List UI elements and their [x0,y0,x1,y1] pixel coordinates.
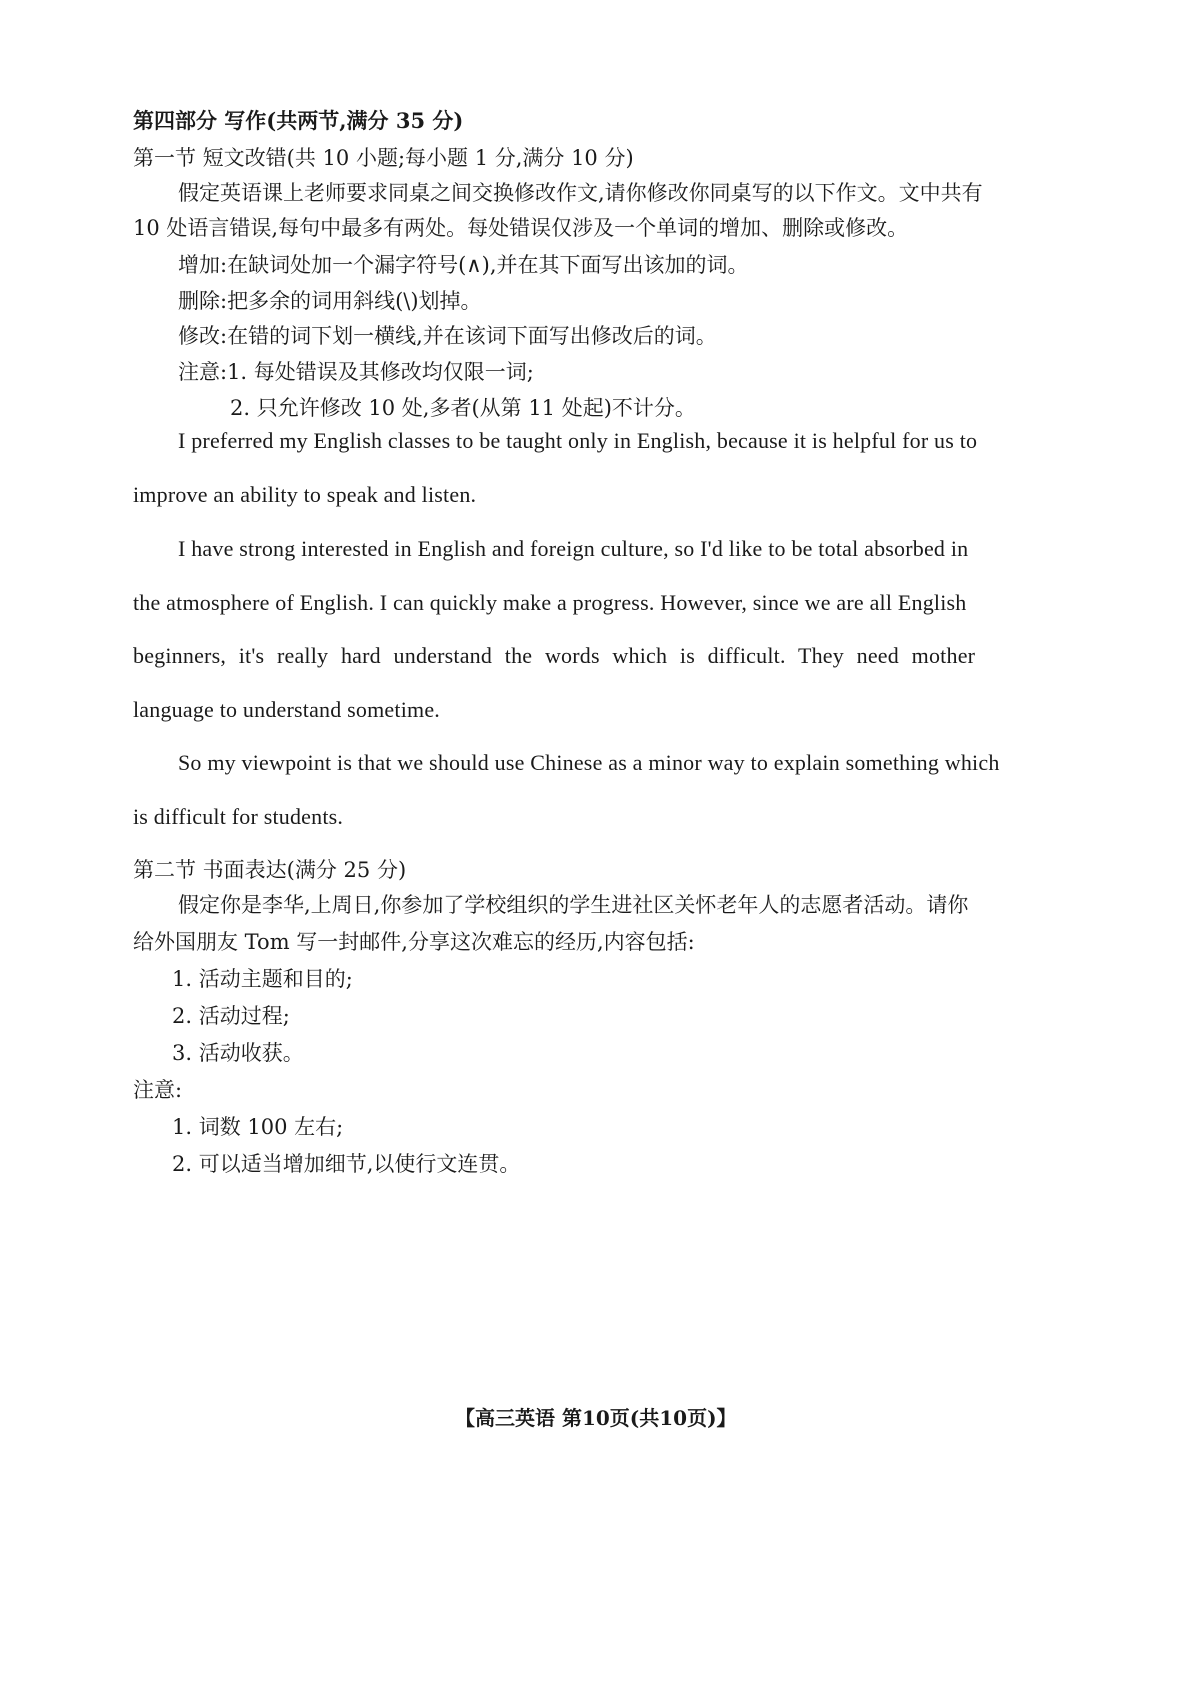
section2-note: 2. 可以适当增加细节,以使行文连贯。 [172,1152,521,1176]
page-footer: 【高三英语 第10页(共10页)】 [455,1406,737,1430]
section1-intro-line: 假定英语课上老师要求同桌之间交换修改作文,请你修改你同桌写的以下作文。文中共有 [178,181,983,205]
essay-line: So my viewpoint is that we should use Chinese as a minor way to explain something which [178,750,1000,775]
section2-title: 第二节 书面表达(满分 25 分) [133,858,407,882]
section1-title: 第一节 短文改错(共 10 小题;每小题 1 分,满分 10 分) [133,146,634,170]
section2-note-label: 注意: [133,1078,183,1102]
essay-line: improve an ability to speak and listen. [133,482,477,507]
essay-line: the atmosphere of English. I can quickly make a progress. However, since we are all English [133,590,967,615]
essay-line: beginners, it's really hard understand the words which is difficult. They need mother [133,643,976,668]
section2-intro-line: 给外国朋友 Tom 写一封邮件,分享这次难忘的经历,内容包括: [133,930,695,954]
section1-note: 注意:1. 每处错误及其修改均仅限一词; [178,360,534,384]
content-point: 2. 活动过程; [172,1004,290,1028]
essay-line: I have strong interested in English and foreign culture, so I'd like to be total absorbed in [178,536,969,561]
content-point: 1. 活动主题和目的; [172,967,353,991]
rule-delete: 删除:把多余的词用斜线(\)划掉。 [178,289,482,313]
section2-note: 1. 词数 100 左右; [172,1115,344,1139]
content-point: 3. 活动收获。 [172,1041,304,1065]
essay-line: language to understand sometime. [133,697,440,722]
section1-note: 2. 只允许修改 10 处,多者(从第 11 处起)不计分。 [230,396,696,420]
rule-modify: 修改:在错的词下划一横线,并在该词下面写出修改后的词。 [178,324,717,348]
essay-line: I preferred my English classes to be taught only in English, because it is helpful for us to [178,428,978,453]
essay-line: is difficult for students. [133,804,344,829]
section2-intro-line: 假定你是李华,上周日,你参加了学校组织的学生进社区关怀老年人的志愿者活动。请你 [178,893,969,917]
part-title: 第四部分 写作(共两节,满分 35 分) [133,108,464,133]
rule-add: 增加:在缺词处加一个漏字符号(∧),并在其下面写出该加的词。 [178,253,749,277]
section1-intro-line: 10 处语言错误,每句中最多有两处。每处错误仅涉及一个单词的增加、删除或修改。 [133,216,909,240]
